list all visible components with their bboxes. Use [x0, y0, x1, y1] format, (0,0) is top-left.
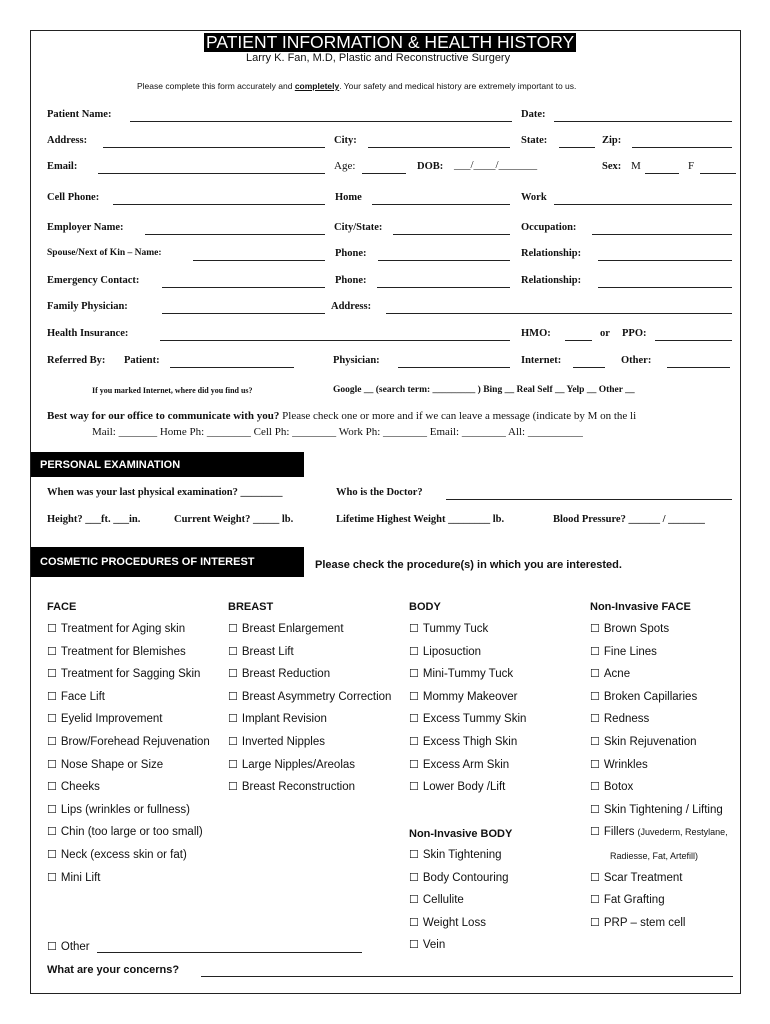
option-label: Fillers [603, 826, 635, 839]
body-option[interactable] [409, 780, 505, 793]
sex-m-field[interactable] [645, 173, 679, 174]
checkbox-icon[interactable]: ☐ [228, 781, 238, 794]
body-heading: BODY [409, 601, 441, 613]
option-label: Excess Thigh Skin [422, 736, 518, 748]
option-label: Mini Lift [60, 871, 101, 884]
checkbox-icon[interactable]: ☐ [228, 690, 238, 703]
city-state-field[interactable] [393, 234, 510, 235]
body-option[interactable] [409, 690, 517, 703]
body-option[interactable] [409, 622, 488, 635]
breast-option[interactable] [228, 645, 294, 658]
communication-question [47, 410, 636, 422]
option-label: Neck (excess skin or fat) [60, 849, 187, 861]
physician-address-field[interactable] [386, 313, 732, 314]
noninvasive-body-option[interactable] [409, 893, 464, 906]
personal-exam-heading: PERSONAL EXAMINATION [31, 452, 304, 477]
sex-label: Sex: [602, 161, 622, 172]
noninvasive-face-option[interactable] [590, 758, 648, 771]
sex-f-field[interactable] [700, 173, 736, 174]
occupation-label: Occupation: [521, 222, 577, 233]
option-label: Wrinkles [603, 758, 648, 771]
option-label: Breast Enlargement [241, 623, 344, 635]
checkbox-icon[interactable]: ☐ [47, 623, 57, 635]
address-label: Address: [47, 135, 88, 146]
option-label: PRP – stem cell [603, 916, 686, 929]
address-field[interactable] [103, 147, 325, 148]
email-field[interactable] [98, 173, 325, 174]
checkbox-icon[interactable]: ☐ [47, 758, 57, 771]
communication-options[interactable]: Mail: _______ Home Ph: ________ Cell Ph: ________ Work Ph: ________ Email: ________ All: __________ [92, 426, 583, 438]
option-label: Breast Asymmetry Correction [241, 690, 392, 703]
instruction-text-1: Please complete this form accurately and [137, 81, 295, 91]
noninvasive-face-option[interactable] [590, 690, 697, 703]
noninvasive-face-option[interactable] [590, 645, 657, 658]
breast-option[interactable] [228, 780, 355, 793]
breast-option[interactable] [228, 712, 327, 725]
referred-physician-label: Physician: [333, 355, 380, 366]
physician-address-label: Address: [331, 301, 372, 312]
cosmetic-instruction: Please check the procedure(s) in which you are interested. [315, 559, 622, 571]
face-option[interactable] [47, 758, 163, 771]
noninvasive-face-option[interactable] [590, 735, 697, 748]
referred-internet-field[interactable] [573, 367, 605, 368]
checkbox-icon[interactable]: ☐ [590, 623, 600, 635]
face-option[interactable] [47, 622, 185, 635]
option-label: Cheeks [60, 781, 100, 794]
face-option[interactable] [47, 690, 105, 703]
noninvasive-body-option[interactable] [409, 938, 445, 951]
health-insurance-label: Health Insurance: [47, 328, 129, 339]
noninvasive-face-option[interactable] [590, 871, 683, 884]
option-label: Nose Shape or Size [60, 758, 164, 771]
checkbox-icon[interactable]: ☐ [409, 939, 419, 952]
noninvasive-body-heading: Non-Invasive BODY [409, 828, 513, 840]
option-label: Mini-Tummy Tuck [422, 668, 514, 681]
referred-patient-field[interactable] [170, 367, 294, 368]
checkbox-icon[interactable]: ☐ [47, 849, 57, 861]
city-label: City: [334, 135, 357, 146]
form-title: PATIENT INFORMATION & HEALTH HISTORY [206, 32, 575, 52]
current-weight-field[interactable]: Current Weight? _____ lb. [174, 514, 294, 525]
emergency-phone-field[interactable] [377, 287, 510, 288]
checkbox-icon[interactable]: ☐ [47, 803, 57, 816]
other-procedure-option[interactable] [47, 940, 90, 953]
height-field[interactable]: Height? ___ft. ___in. [47, 514, 141, 525]
face-option[interactable] [47, 871, 101, 884]
body-option[interactable] [409, 712, 526, 725]
option-label: Eyelid Improvement [60, 713, 163, 726]
checkbox-icon[interactable]: ☐ [409, 894, 419, 907]
noninvasive-face-option[interactable] [590, 803, 723, 816]
referred-other-field[interactable] [667, 367, 730, 368]
checkbox-icon[interactable]: ☐ [409, 645, 419, 658]
checkbox-icon[interactable]: ☐ [590, 690, 600, 703]
checkbox-icon[interactable]: ☐ [409, 690, 419, 703]
body-option[interactable] [409, 645, 481, 658]
option-label: Weight Loss [422, 916, 486, 929]
option-label: Fat Grafting [603, 894, 665, 907]
checkbox-icon[interactable]: ☐ [409, 849, 419, 861]
checkbox-icon[interactable]: ☐ [590, 758, 600, 771]
option-label: Lips (wrinkles or fullness) [60, 803, 190, 816]
emergency-relationship-label: Relationship: [521, 275, 582, 286]
referred-other-label: Other: [621, 355, 652, 366]
other-label: Other [60, 941, 90, 953]
noninvasive-face-option[interactable] [590, 916, 685, 929]
family-physician-field[interactable] [162, 313, 325, 314]
option-label: Implant Revision [241, 713, 327, 726]
checkbox-icon[interactable]: ☐ [47, 941, 57, 953]
internet-sources[interactable]: Google __ (search term: _________ ) Bing __ Real Self __ Yelp __ Other __ [333, 385, 635, 395]
face-option[interactable] [47, 780, 100, 793]
date-field[interactable] [554, 121, 732, 122]
option-label: Broken Capillaries [603, 690, 698, 703]
checkbox-icon[interactable]: ☐ [590, 871, 600, 884]
option-label: Treatment for Sagging Skin [60, 668, 201, 681]
communication-question-bold: Best way for our office to communicate with you? [47, 410, 280, 422]
instruction-text-2: . Your safety and medical history are extremely important to us. [339, 81, 577, 91]
checkbox-icon[interactable]: ☐ [228, 668, 238, 681]
option-label: Acne [603, 668, 631, 681]
option-label: Vein [422, 939, 446, 952]
checkbox-icon[interactable]: ☐ [590, 826, 600, 839]
concerns-field[interactable] [201, 976, 733, 977]
checkbox-icon[interactable]: ☐ [47, 690, 57, 703]
checkbox-icon[interactable]: ☐ [47, 645, 57, 658]
hmo-field[interactable] [565, 340, 592, 341]
city-state-label: City/State: [334, 222, 383, 233]
age-label: Age: [334, 160, 356, 172]
form-instruction [137, 81, 576, 91]
spouse-field[interactable] [193, 260, 325, 261]
option-label: Excess Tummy Skin [422, 713, 527, 726]
noninvasive-face-option[interactable] [590, 622, 669, 635]
option-label: Treatment for Aging skin [60, 623, 186, 635]
option-label: Lower Body /Lift [422, 781, 506, 794]
checkbox-icon[interactable]: ☐ [47, 781, 57, 794]
city-field[interactable] [368, 147, 510, 148]
checkbox-icon[interactable]: ☐ [409, 916, 419, 929]
checkbox-icon[interactable]: ☐ [590, 803, 600, 816]
face-option[interactable] [47, 667, 200, 680]
option-label: Scar Treatment [603, 871, 683, 884]
noninvasive-face-option[interactable] [590, 825, 728, 838]
employer-field[interactable] [145, 234, 325, 235]
sex-m-label: M [631, 160, 641, 172]
patient-name-field[interactable] [130, 121, 512, 122]
instruction-bold: completely [294, 81, 340, 91]
option-label: Excess Arm Skin [422, 758, 510, 771]
health-insurance-field[interactable] [160, 340, 510, 341]
checkbox-icon[interactable]: ☐ [228, 736, 238, 748]
option-label: Redness [603, 713, 650, 726]
employer-label: Employer Name: [47, 222, 124, 233]
option-label: Tummy Tuck [422, 623, 489, 635]
referred-internet-label: Internet: [521, 355, 562, 366]
checkbox-icon[interactable]: ☐ [47, 736, 57, 748]
ppo-field[interactable] [655, 340, 732, 341]
spouse-label: Spouse/Next of Kin – Name: [47, 248, 162, 258]
body-option[interactable] [409, 735, 517, 748]
home-phone-field[interactable] [372, 204, 510, 205]
option-label: Skin Rejuvenation [603, 736, 697, 748]
cell-phone-label: Cell Phone: [47, 192, 100, 203]
face-option[interactable] [47, 712, 163, 725]
option-label: Treatment for Blemishes [60, 645, 186, 658]
body-option[interactable] [409, 667, 513, 680]
noninvasive-face-heading: Non-Invasive FACE [590, 601, 691, 613]
option-label: Body Contouring [422, 871, 509, 884]
or-label: or [600, 328, 610, 339]
body-option[interactable] [409, 758, 509, 771]
fillers-note-2: Radiesse, Fat, Artefill) [610, 851, 699, 861]
age-field[interactable] [362, 173, 406, 174]
option-label: Brow/Forehead Rejuvenation [60, 736, 210, 748]
option-label: Face Lift [60, 690, 105, 703]
noninvasive-face-option[interactable] [590, 712, 649, 725]
emergency-relationship-field[interactable] [598, 287, 732, 288]
checkbox-icon[interactable]: ☐ [47, 826, 57, 839]
checkbox-icon[interactable]: ☐ [47, 668, 57, 681]
checkbox-icon[interactable]: ☐ [590, 645, 600, 658]
noninvasive-body-option[interactable] [409, 848, 502, 861]
face-option[interactable] [47, 803, 190, 816]
noninvasive-body-option[interactable] [409, 916, 486, 929]
spouse-relationship-field[interactable] [598, 260, 732, 261]
work-phone-field[interactable] [554, 204, 732, 205]
option-label: Skin Tightening [422, 849, 502, 861]
checkbox-icon[interactable]: ☐ [590, 781, 600, 794]
noninvasive-body-option[interactable] [409, 871, 509, 884]
referred-by-label: Referred By: [47, 355, 106, 366]
checkbox-icon[interactable]: ☐ [590, 736, 600, 748]
emergency-phone-label: Phone: [335, 275, 367, 286]
occupation-field[interactable] [592, 234, 732, 235]
other-procedure-field[interactable] [97, 952, 362, 953]
work-phone-label: Work [521, 192, 547, 203]
form-subtitle: Larry K. Fan, M.D, Plastic and Reconstructive Surgery [246, 52, 511, 64]
face-heading: FACE [47, 601, 77, 613]
emergency-label: Emergency Contact: [47, 275, 140, 286]
checkbox-icon[interactable]: ☐ [228, 645, 238, 658]
option-label: Liposuction [422, 645, 482, 658]
dob-field[interactable]: ___/____/_______ [454, 159, 538, 171]
checkbox-icon[interactable]: ☐ [47, 871, 57, 884]
checkbox-icon[interactable]: ☐ [228, 758, 238, 771]
option-label: Chin (too large or too small) [60, 826, 203, 839]
option-label: Cellulite [422, 894, 464, 907]
sex-f-label: F [688, 160, 695, 172]
checkbox-icon[interactable]: ☐ [590, 916, 600, 929]
state-field[interactable] [559, 147, 595, 148]
referred-physician-field[interactable] [398, 367, 510, 368]
face-option[interactable] [47, 735, 210, 748]
date-label: Date: [521, 109, 546, 120]
breast-option[interactable] [228, 735, 325, 748]
zip-field[interactable] [632, 147, 732, 148]
option-label: Botox [603, 781, 634, 794]
state-label: State: [521, 135, 548, 146]
last-exam-field[interactable]: When was your last physical examination? ________ [47, 487, 283, 498]
checkbox-icon[interactable]: ☐ [409, 668, 419, 681]
noninvasive-face-option[interactable] [590, 893, 665, 906]
cell-phone-field[interactable] [113, 204, 325, 205]
home-phone-label: Home [335, 192, 362, 203]
checkbox-icon[interactable]: ☐ [409, 713, 419, 726]
option-label: Breast Reconstruction [241, 781, 356, 794]
option-label: Mommy Makeover [422, 690, 518, 703]
breast-option[interactable] [228, 690, 391, 703]
internet-question: If you marked Internet, where did you find us? [92, 386, 253, 395]
who-doctor-field[interactable] [446, 499, 732, 500]
family-physician-label: Family Physician: [47, 301, 128, 312]
checkbox-icon[interactable]: ☐ [228, 713, 238, 726]
blood-pressure-field[interactable]: Blood Pressure? ______ / _______ [553, 514, 705, 525]
breast-option[interactable] [228, 758, 355, 771]
checkbox-icon[interactable]: ☐ [409, 736, 419, 748]
option-label: Breast Reduction [241, 668, 331, 681]
communication-question-rest: Please check one or more and if we can leave a message (indicate by M on the li [279, 410, 637, 422]
option-label: Fine Lines [603, 645, 657, 658]
lifetime-weight-field[interactable]: Lifetime Highest Weight ________ lb. [336, 514, 505, 525]
option-label: Large Nipples/Areolas [241, 758, 356, 771]
option-label: Breast Lift [241, 645, 294, 658]
option-label: Skin Tightening / Lifting [603, 803, 723, 816]
ppo-label: PPO: [622, 328, 647, 339]
breast-option[interactable] [228, 622, 344, 635]
checkbox-icon[interactable]: ☐ [409, 781, 419, 794]
checkbox-icon[interactable]: ☐ [47, 713, 57, 726]
face-option[interactable] [47, 645, 186, 658]
cosmetic-heading: COSMETIC PROCEDURES OF INTEREST [31, 547, 304, 577]
concerns-label: What are your concerns? [47, 964, 180, 976]
breast-heading: BREAST [228, 601, 274, 613]
checkbox-icon[interactable]: ☐ [590, 668, 600, 681]
spouse-phone-label: Phone: [335, 248, 367, 259]
referred-patient-label: Patient: [124, 355, 160, 366]
patient-name-label: Patient Name: [47, 109, 112, 120]
emergency-field[interactable] [162, 287, 325, 288]
hmo-label: HMO: [521, 328, 551, 339]
who-doctor-label: Who is the Doctor? [336, 487, 423, 498]
spouse-relationship-label: Relationship: [521, 248, 582, 259]
checkbox-icon[interactable]: ☐ [590, 894, 600, 907]
checkbox-icon[interactable]: ☐ [409, 871, 419, 884]
spouse-phone-field[interactable] [378, 260, 510, 261]
zip-label: Zip: [602, 135, 622, 146]
checkbox-icon[interactable]: ☐ [228, 623, 238, 635]
checkbox-icon[interactable]: ☐ [409, 758, 419, 771]
checkbox-icon[interactable]: ☐ [409, 623, 419, 635]
dob-label: DOB: [417, 161, 444, 172]
face-option[interactable] [47, 825, 203, 838]
noninvasive-face-option[interactable] [590, 780, 633, 793]
breast-option[interactable] [228, 667, 330, 680]
option-label: Brown Spots [603, 623, 670, 635]
fillers-note: (Juvederm, Restylane, [637, 827, 728, 838]
email-label: Email: [47, 161, 78, 172]
noninvasive-face-option[interactable] [590, 667, 630, 680]
checkbox-icon[interactable]: ☐ [590, 713, 600, 726]
face-option[interactable] [47, 848, 187, 861]
option-label: Inverted Nipples [241, 736, 325, 748]
